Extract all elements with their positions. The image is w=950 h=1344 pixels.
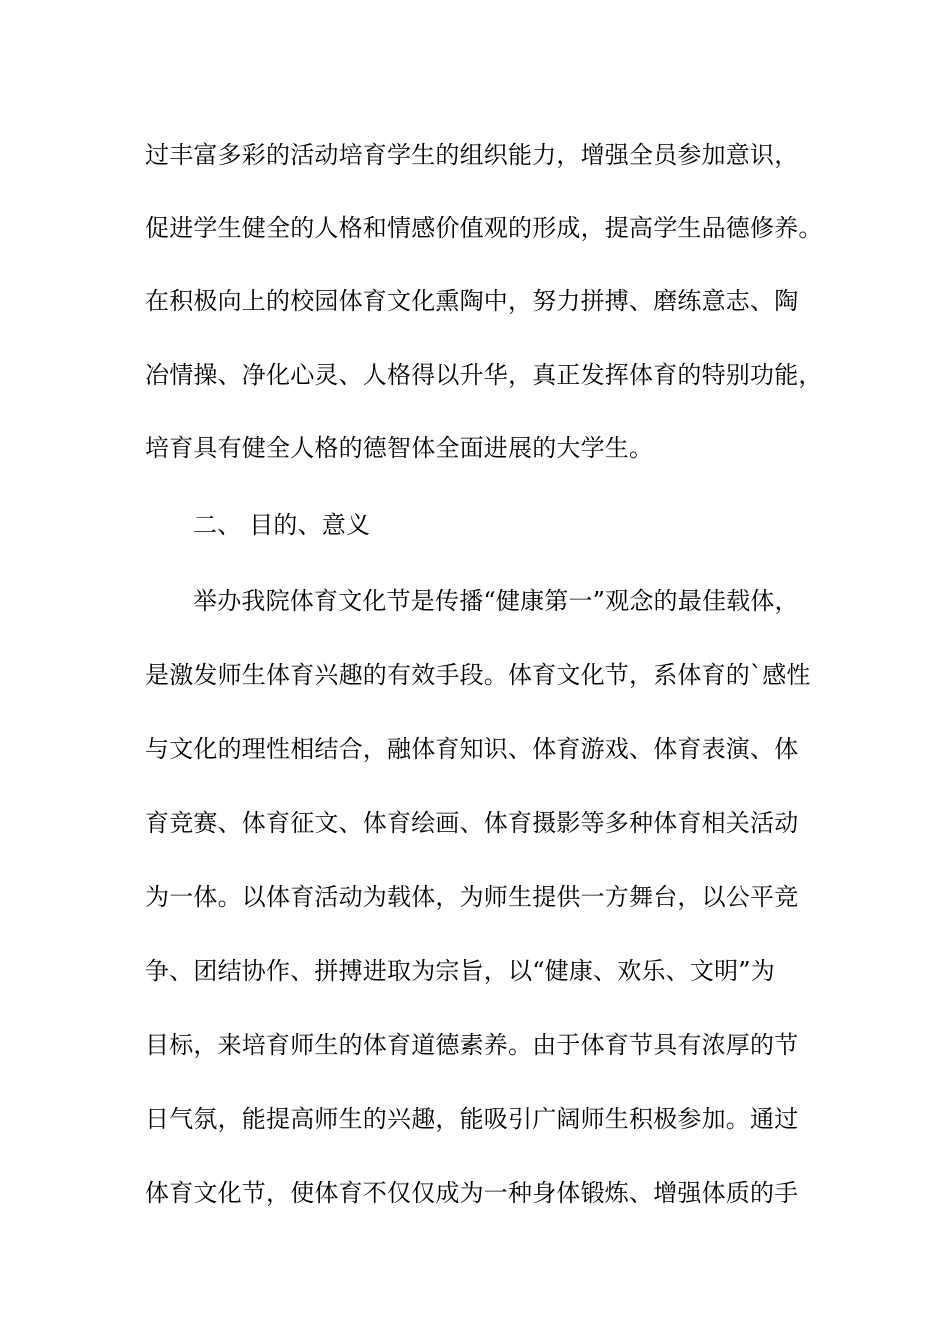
section-heading: 二、 目的、意义 bbox=[193, 511, 371, 539]
paragraph-line: 在积极向上的校园体育文化熏陶中，努力拼搏、磨练意志、陶 bbox=[145, 287, 799, 315]
paragraph-line: 促进学生健全的人格和情感价值观的形成，提高学生品德修养。 bbox=[145, 214, 823, 242]
paragraph-line: 冶情操、净化心灵、人格得以升华，真正发挥体育的特别功能， bbox=[145, 361, 823, 389]
paragraph-line: 培育具有健全人格的德智体全面进展的大学生。 bbox=[145, 434, 654, 462]
paragraph-line: 育竞赛、体育征文、体育绘画、体育摄影等多种体育相关活动 bbox=[145, 809, 799, 837]
paragraph-line: 过丰富多彩的活动培育学生的组织能力，增强全员参加意识， bbox=[145, 141, 799, 169]
paragraph-line: 与文化的理性相结合，融体育知识、体育游戏、体育表演、体 bbox=[145, 735, 799, 763]
paragraph-line: 为一体。以体育活动为载体，为师生提供一方舞台，以公平竞 bbox=[145, 883, 799, 911]
paragraph-line: 目标，来培育师生的体育道德素养。由于体育节具有浓厚的节 bbox=[145, 1031, 799, 1059]
paragraph-line: 争、团结协作、拼搏进取为宗旨，以“健康、欢乐、文明”为 bbox=[145, 957, 775, 985]
paragraph-line: 日气氛，能提高师生的兴趣，能吸引广阔师生积极参加。通过 bbox=[145, 1105, 799, 1133]
paragraph-line: 举办我院体育文化节是传播“健康第一”观念的最佳载体， bbox=[193, 587, 799, 615]
paragraph-line: 体育文化节，使体育不仅仅成为一种身体锻炼、增强体质的手 bbox=[145, 1179, 799, 1207]
paragraph-line: 是激发师生体育兴趣的有效手段。体育文化节，系体育的`感性 bbox=[145, 661, 811, 689]
